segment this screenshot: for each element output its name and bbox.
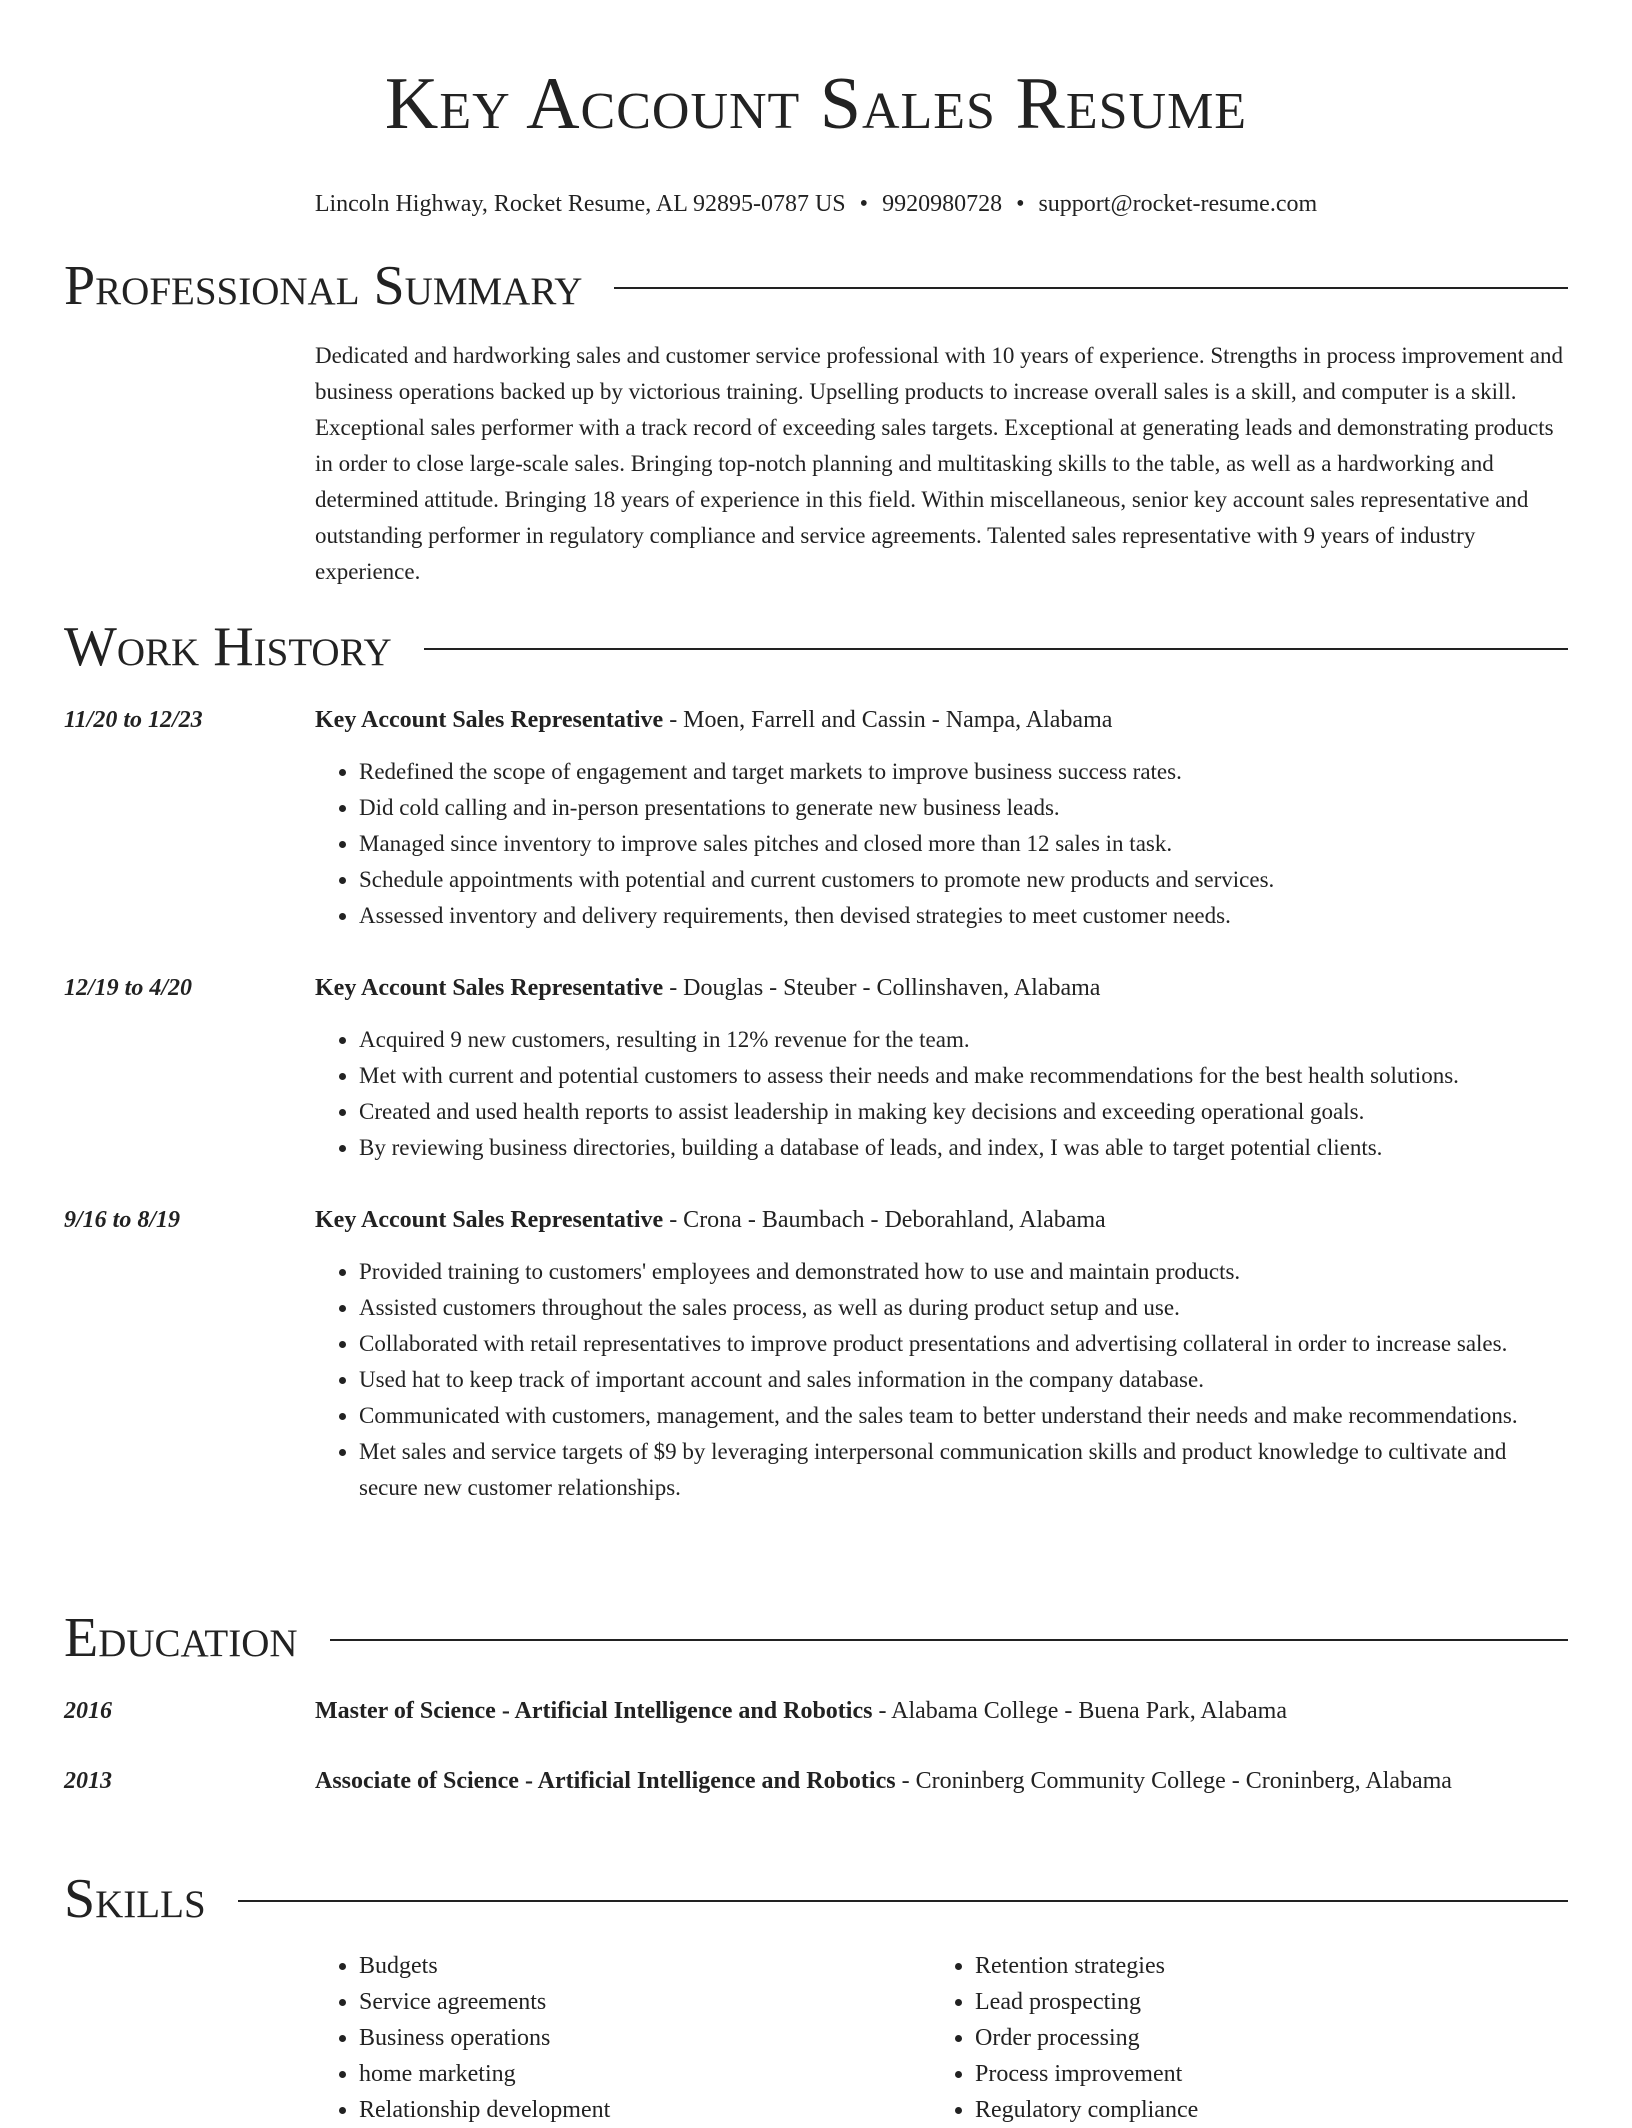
skill-item: • Budgets (359, 1948, 931, 1984)
education-degree: Associate of Science - Artificial Intelligence and Robotics (315, 1768, 896, 1794)
list-item: • Used hat to keep track of important account and sales information in the company database. (359, 1362, 1568, 1398)
skill-item: • Business operations (359, 2020, 931, 2056)
list-item: • Did cold calling and in-person presentations to generate new business leads. (359, 790, 1568, 826)
work-position: Key Account Sales Representative (315, 707, 664, 733)
work-position: Key Account Sales Representative (315, 1207, 664, 1233)
work-dates: 9/16 to 8/19 (64, 1207, 181, 1233)
skill-item: • Process improvement (975, 2056, 1547, 2092)
work-bullets (315, 1022, 1568, 1166)
skills-column-left (315, 1948, 931, 2128)
skill-item: • Order processing (975, 2020, 1547, 2056)
section-title-summary: Professional Summary (64, 255, 583, 317)
contact-separator: • (1016, 191, 1025, 217)
work-heading (315, 700, 1568, 740)
work-entry (64, 700, 1568, 934)
list-item: • Redefined the scope of engagement and target markets to improve business success rates. (359, 754, 1568, 790)
contact-phone: 9920980728 (882, 191, 1003, 217)
work-bullets (315, 754, 1568, 934)
list-item: • Assisted customers throughout the sales process, as well as during product setup and use. (359, 1290, 1568, 1326)
education-school: - Alabama College - Buena Park, Alabama (872, 1698, 1287, 1724)
work-position: Key Account Sales Representative (315, 975, 664, 1001)
list-item: • Communicated with customers, management, and the sales team to better understand their needs and make recommendations. (359, 1398, 1568, 1434)
education-year: 2016 (64, 1698, 112, 1724)
work-entry (64, 968, 1568, 1166)
section-title-skills: Skills (64, 1868, 206, 1930)
contact-separator: • (859, 191, 869, 217)
list-item: • Collaborated with retail representatives to improve product presentations and advertising collateral in order to increase sales. (359, 1326, 1568, 1362)
list-item: • Assessed inventory and delivery requirements, then devised strategies to meet customer needs. (359, 898, 1568, 934)
list-item: • Managed since inventory to improve sales pitches and closed more than 12 sales in task. (359, 826, 1568, 862)
work-heading (315, 968, 1568, 1008)
skills-section-header (64, 1867, 1568, 1931)
skill-item: • Lead prospecting (975, 1984, 1547, 2020)
section-divider (614, 287, 1568, 289)
section-divider (238, 1900, 1568, 1902)
work-company: - Moen, Farrell and Cassin - Nampa, Alabama (663, 707, 1113, 733)
work-bullets (315, 1254, 1568, 1506)
education-entry (64, 1761, 1568, 1801)
list-item: • Provided training to customers' employees and demonstrated how to use and maintain products. (359, 1254, 1568, 1290)
education-year: 2013 (64, 1768, 112, 1794)
skills-list (315, 1948, 1568, 2128)
list-item: • Met with current and potential customers to assess their needs and make recommendations for the best health solutions. (359, 1058, 1568, 1094)
skill-item: • Retention strategies (975, 1948, 1547, 1984)
list-item: • Acquired 9 new customers, resulting in 12% revenue for the team. (359, 1022, 1568, 1058)
section-title-work: Work History (64, 616, 392, 678)
skill-item: • home marketing (359, 2056, 931, 2092)
work-dates: 11/20 to 12/23 (64, 707, 203, 733)
contact-line (0, 188, 1632, 220)
list-item: • By reviewing business directories, building a database of leads, and index, I was able to target potential clients. (359, 1130, 1568, 1166)
work-entry (64, 1200, 1568, 1506)
education-entry (64, 1691, 1568, 1731)
list-item: • Created and used health reports to assist leadership in making key decisions and exceeding operational goals. (359, 1094, 1568, 1130)
education-heading (315, 1761, 1568, 1801)
list-item: • Schedule appointments with potential and current customers to promote new products and services. (359, 862, 1568, 898)
skill-item: • Relationship development (359, 2092, 931, 2128)
education-heading (315, 1691, 1568, 1731)
summary-section-header (64, 254, 1568, 318)
work-company: - Crona - Baumbach - Deborahland, Alabama (663, 1207, 1106, 1233)
education-section-header (64, 1606, 1568, 1670)
summary-text: Dedicated and hardworking sales and customer service professional with 10 years of experience. Strengths in process improvement and business operations backed up by victorious training. Upselling products to increase overall sales is a skill, and computer is a skill. Exceptional sales performer with a track record of exceeding sales targets. Exceptional at generating leads and demonstrating products in order to close large-scale sales. Bringing top-notch planning and multitasking skills to the table, as well as a hardworking and determined attitude. Bringing 18 years of experience in this field. Within miscellaneous, senior key account sales representative and outstanding performer in regulatory compliance and service agreements. Talented sales representative with 9 years of industry experience. (315, 343, 1563, 584)
section-title-education: Education (64, 1607, 298, 1669)
resume-title: Key Account Sales Resume (384, 63, 1248, 145)
work-dates: 12/19 to 4/20 (64, 975, 193, 1001)
section-divider (330, 1639, 1568, 1641)
contact-email: support@rocket-resume.com (1038, 191, 1318, 217)
work-company: - Douglas - Steuber - Collinshaven, Alabama (663, 975, 1101, 1001)
work-heading (315, 1200, 1568, 1240)
section-divider (424, 648, 1568, 650)
education-degree: Master of Science - Artificial Intelligence and Robotics (315, 1698, 873, 1724)
contact-address: Lincoln Highway, Rocket Resume, AL 92895-0787 US (314, 191, 846, 217)
skill-item: • Regulatory compliance (975, 2092, 1547, 2128)
education-school: - Croninberg Community College - Croninberg, Alabama (895, 1768, 1452, 1794)
skills-column-right (931, 1948, 1547, 2128)
skill-item: • Service agreements (359, 1984, 931, 2020)
list-item: • Met sales and service targets of $9 by leveraging interpersonal communication skills and product knowledge to cultivate and secure new customer relationships. (359, 1434, 1568, 1506)
work-section-header (64, 615, 1568, 679)
